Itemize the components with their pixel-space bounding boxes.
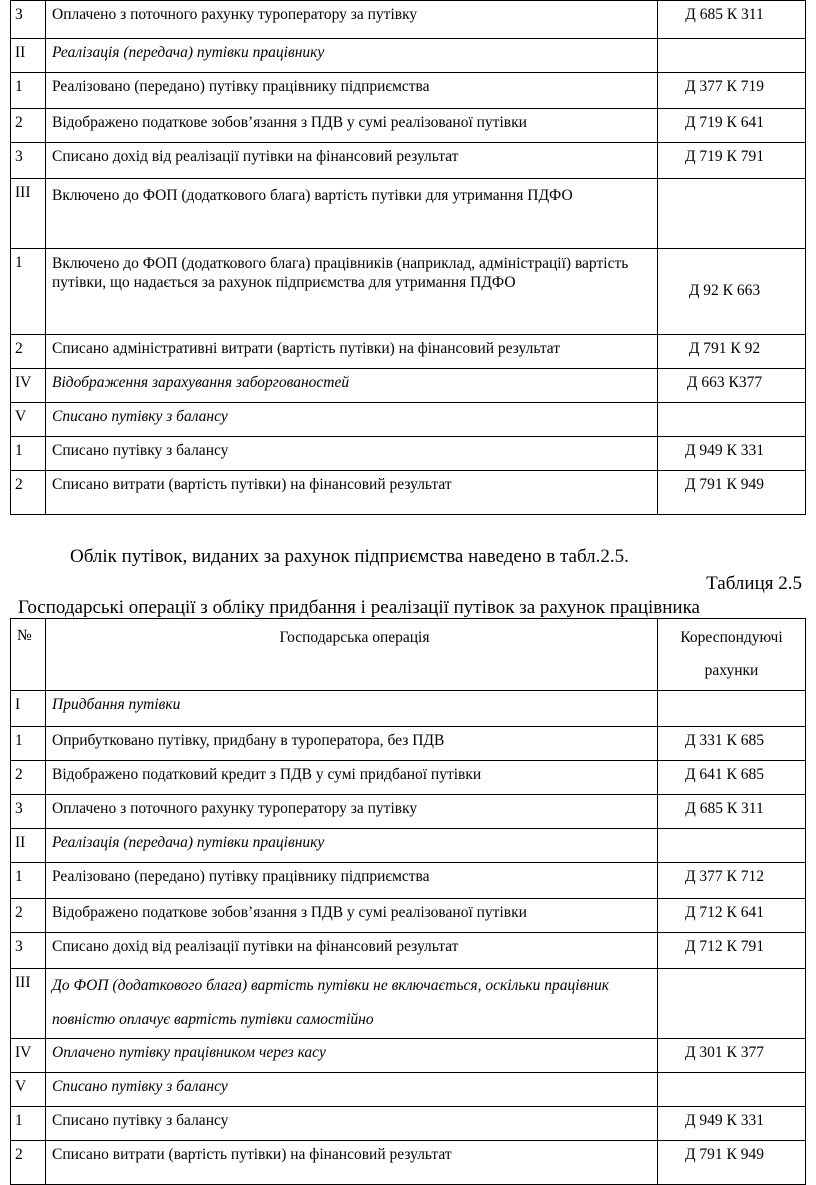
row-accounts: Д 719 К 641 <box>658 109 806 143</box>
row-number: 3 <box>11 795 46 829</box>
row-number: 3 <box>11 933 46 969</box>
row-number: V <box>11 403 46 437</box>
row-accounts: Д 712 К 641 <box>658 899 806 933</box>
table-row <box>11 969 806 1039</box>
row-number: 2 <box>11 335 46 369</box>
row-operation: Придбання путівки <box>46 691 658 727</box>
row-accounts <box>658 969 806 1039</box>
table-row <box>11 143 806 179</box>
table-label: Таблиця 2.5 <box>706 573 802 594</box>
row-accounts: Д 331 К 685 <box>658 727 806 761</box>
table-row <box>11 899 806 933</box>
row-operation: Відображення зарахування заборгованостей <box>46 369 658 403</box>
header-number: № <box>11 619 46 691</box>
table-row <box>11 863 806 899</box>
row-accounts: Д 791 К 949 <box>658 1141 806 1185</box>
row-number: 1 <box>11 1107 46 1141</box>
table-row <box>11 1073 806 1107</box>
row-accounts: Д 791 К 92 <box>658 335 806 369</box>
row-number: 1 <box>11 727 46 761</box>
ledger-table-2-5 <box>10 618 806 1185</box>
row-number: ІV <box>11 369 46 403</box>
table-header-row <box>11 619 806 691</box>
row-accounts: Д 685 К 311 <box>658 795 806 829</box>
row-operation: Списано путівку з балансу <box>46 1107 658 1141</box>
row-operation: До ФОП (додаткового блага) вартість путівки не включається, оскільки працівник повністю оплачує вартість путівки самостійно <box>46 969 658 1039</box>
intro-paragraph: Облік путівок, виданих за рахунок підприємства наведено в табл.2.5. <box>70 546 629 567</box>
header-operation: Господарська операція <box>46 619 658 691</box>
row-number: 2 <box>11 899 46 933</box>
row-operation: Списано витрати (вартість путівки) на фінансовий результат <box>46 471 658 515</box>
table-row <box>11 761 806 795</box>
row-operation: Реалізація (передача) путівки працівнику <box>46 829 658 863</box>
row-operation: Оплачено з поточного рахунку туроператору за путівку <box>46 795 658 829</box>
row-accounts: Д 791 К 949 <box>658 471 806 515</box>
row-number: 1 <box>11 437 46 471</box>
row-number: ІІ <box>11 829 46 863</box>
row-operation: Списано витрати (вартість путівки) на фінансовий результат <box>46 1141 658 1185</box>
row-number: ІІІ <box>11 179 46 249</box>
row-number: 2 <box>11 471 46 515</box>
row-operation: Списано путівку з балансу <box>46 437 658 471</box>
row-accounts: Д 641 К 685 <box>658 761 806 795</box>
row-accounts: Д 377 К 719 <box>658 73 806 109</box>
row-accounts: Д 92 К 663 <box>658 249 806 335</box>
table-row <box>11 369 806 403</box>
row-operation: Списано дохід від реалізації путівки на фінансовий результат <box>46 143 658 179</box>
table-row <box>11 933 806 969</box>
row-operation: Оплачено з поточного рахунку туроператору за путівку <box>46 1 658 39</box>
row-operation: Списано адміністративні витрати (вартість путівки) на фінансовий результат <box>46 335 658 369</box>
row-number: 2 <box>11 761 46 795</box>
row-operation: Списано путівку з балансу <box>46 1073 658 1107</box>
row-operation: Оприбутковано путівку, придбану в туроператора, без ПДВ <box>46 727 658 761</box>
row-number: ІІ <box>11 39 46 73</box>
table-row <box>11 39 806 73</box>
row-accounts <box>658 829 806 863</box>
row-accounts: Д 949 К 331 <box>658 1107 806 1141</box>
row-operation: Відображено податковий кредит з ПДВ у сумі придбаної путівки <box>46 761 658 795</box>
row-operation: Реалізовано (передано) путівку працівнику підприємства <box>46 863 658 899</box>
row-operation: Включено до ФОП (додаткового блага) вартість путівки для утримання ПДФО <box>46 179 658 249</box>
table-row <box>11 179 806 249</box>
row-number: 1 <box>11 863 46 899</box>
row-operation: Реалізація (передача) путівки працівнику <box>46 39 658 73</box>
ledger-table-continued <box>10 0 806 515</box>
row-number: 2 <box>11 1141 46 1185</box>
table-row <box>11 437 806 471</box>
table-row <box>11 1141 806 1185</box>
row-operation: Оплачено путівку працівником через касу <box>46 1039 658 1073</box>
row-number: 3 <box>11 1 46 39</box>
table-row <box>11 73 806 109</box>
table-row <box>11 1 806 39</box>
row-number: 1 <box>11 249 46 335</box>
table-row <box>11 727 806 761</box>
table-row <box>11 795 806 829</box>
row-accounts <box>658 179 806 249</box>
row-accounts: Д 663 К377 <box>658 369 806 403</box>
row-accounts: Д 712 К 791 <box>658 933 806 969</box>
table-row <box>11 471 806 515</box>
table-row <box>11 1107 806 1141</box>
row-accounts <box>658 1073 806 1107</box>
row-number: V <box>11 1073 46 1107</box>
row-operation: Включено до ФОП (додаткового блага) працівників (наприклад, адміністрації) вартість путівки, що надається за рахунок підприємства для утримання ПДФО <box>46 249 658 335</box>
row-operation: Реалізовано (передано) путівку працівнику підприємства <box>46 73 658 109</box>
row-accounts <box>658 691 806 727</box>
row-operation: Відображено податкове зобов’язання з ПДВ у сумі реалізованої путівки <box>46 109 658 143</box>
row-accounts: Д 685 К 311 <box>658 1 806 39</box>
row-number: ІІІ <box>11 969 46 1039</box>
table-row <box>11 249 806 335</box>
table-row <box>11 829 806 863</box>
row-operation: Відображено податкове зобов’язання з ПДВ у сумі реалізованої путівки <box>46 899 658 933</box>
table-row <box>11 403 806 437</box>
table-row <box>11 335 806 369</box>
row-accounts <box>658 39 806 73</box>
row-accounts: Д 301 К 377 <box>658 1039 806 1073</box>
row-accounts: Д 719 К 791 <box>658 143 806 179</box>
table-row <box>11 691 806 727</box>
table-row <box>11 1039 806 1073</box>
row-accounts <box>658 403 806 437</box>
table-row <box>11 109 806 143</box>
table-title: Господарські операції з обліку придбання і реалізації путівок за рахунок працівника <box>18 597 700 618</box>
row-number: 1 <box>11 73 46 109</box>
row-number: 2 <box>11 109 46 143</box>
row-number: ІV <box>11 1039 46 1073</box>
row-number: І <box>11 691 46 727</box>
row-operation: Списано путівку з балансу <box>46 403 658 437</box>
row-operation: Списано дохід від реалізації путівки на фінансовий результат <box>46 933 658 969</box>
row-accounts: Д 377 К 712 <box>658 863 806 899</box>
header-accounts: Кореспондуючі рахунки <box>658 619 806 691</box>
row-accounts: Д 949 К 331 <box>658 437 806 471</box>
row-number: 3 <box>11 143 46 179</box>
